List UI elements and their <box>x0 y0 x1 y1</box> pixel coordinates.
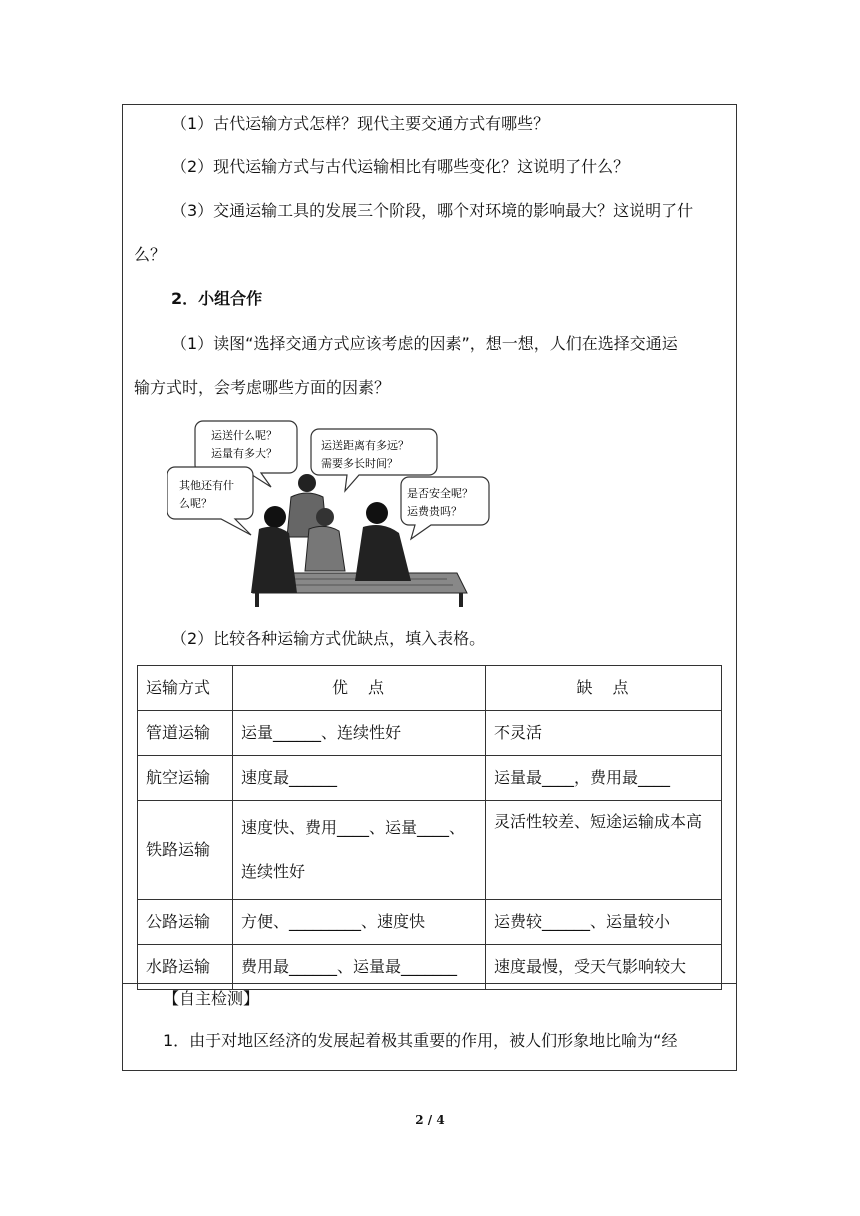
row-pros: 方便、_________、速度快 <box>233 900 486 945</box>
bubble-1-line-2: 运量有多大？ <box>211 447 277 460</box>
bubble-4-line-1: 是否安全呢？ <box>407 487 473 500</box>
row-cons: 不灵活 <box>486 711 722 756</box>
table-row <box>138 711 722 756</box>
self-check-heading: 【自主检测】 <box>163 989 260 1008</box>
row-pros: 速度最______ <box>233 756 486 801</box>
question-3-line-2: 么？ <box>134 245 167 264</box>
row-mode: 管道运输 <box>138 711 233 756</box>
row-pros-line-1: 速度快、费用____、运量____、 <box>241 818 466 837</box>
table-row <box>138 756 722 801</box>
row-pros: 费用最______、运量最_______ <box>233 945 486 990</box>
header-cons: 缺 点 <box>486 666 722 711</box>
row-cons: 灵活性较差、短途运输成本高 <box>486 801 722 900</box>
self-check-question-1: 1．由于对地区经济的发展起着极其重要的作用，被人们形象地比喻为“经 <box>163 1031 678 1050</box>
table-row <box>138 801 722 900</box>
row-pros <box>233 801 486 900</box>
bubble-3-line-2: 么呢？ <box>179 497 212 510</box>
transport-factors-illustration <box>167 417 490 607</box>
row-mode: 航空运输 <box>138 756 233 801</box>
row-mode: 铁路运输 <box>138 801 233 900</box>
group-work-heading: 2．小组合作 <box>171 289 263 308</box>
worksheet-frame <box>122 104 737 1071</box>
bubble-3-line-1: 其他还有什 <box>179 479 234 492</box>
row-mode: 公路运输 <box>138 900 233 945</box>
row-pros-line-2: 连续性好 <box>241 862 306 881</box>
group-item-2: （2）比较各种运输方式优缺点，填入表格。 <box>171 629 486 648</box>
table-header-row <box>138 666 722 711</box>
section-divider <box>123 983 736 984</box>
bubble-4-line-2: 运费贵吗？ <box>407 505 462 518</box>
row-cons: 运费较______、运量较小 <box>486 900 722 945</box>
row-pros: 运量______、连续性好 <box>233 711 486 756</box>
transport-comparison-table <box>137 665 722 990</box>
row-cons: 运量最____，费用最____ <box>486 756 722 801</box>
row-mode: 水路运输 <box>138 945 233 990</box>
page-number: 2 / 4 <box>415 1113 445 1127</box>
question-1: （1）古代运输方式怎样？现代主要交通方式有哪些？ <box>171 114 550 133</box>
header-mode: 运输方式 <box>138 666 233 711</box>
header-pros: 优 点 <box>233 666 486 711</box>
row-cons: 速度最慢，受天气影响较大 <box>486 945 722 990</box>
bubble-2-line-2: 需要多长时间？ <box>321 457 398 470</box>
bubble-1-line-1: 运送什么呢？ <box>211 429 277 442</box>
group-item-1-line-2: 输方式时，会考虑哪些方面的因素？ <box>134 378 391 397</box>
bubble-2-line-1: 运送距离有多远？ <box>321 439 409 452</box>
question-3-line-1: （3）交通运输工具的发展三个阶段，哪个对环境的影响最大？这说明了什 <box>171 201 694 220</box>
table-row <box>138 900 722 945</box>
group-item-1-line-1: （1）读图“选择交通方式应该考虑的因素”，想一想，人们在选择交通运 <box>171 334 678 353</box>
question-2: （2）现代运输方式与古代运输相比有哪些变化？这说明了什么？ <box>171 157 630 176</box>
